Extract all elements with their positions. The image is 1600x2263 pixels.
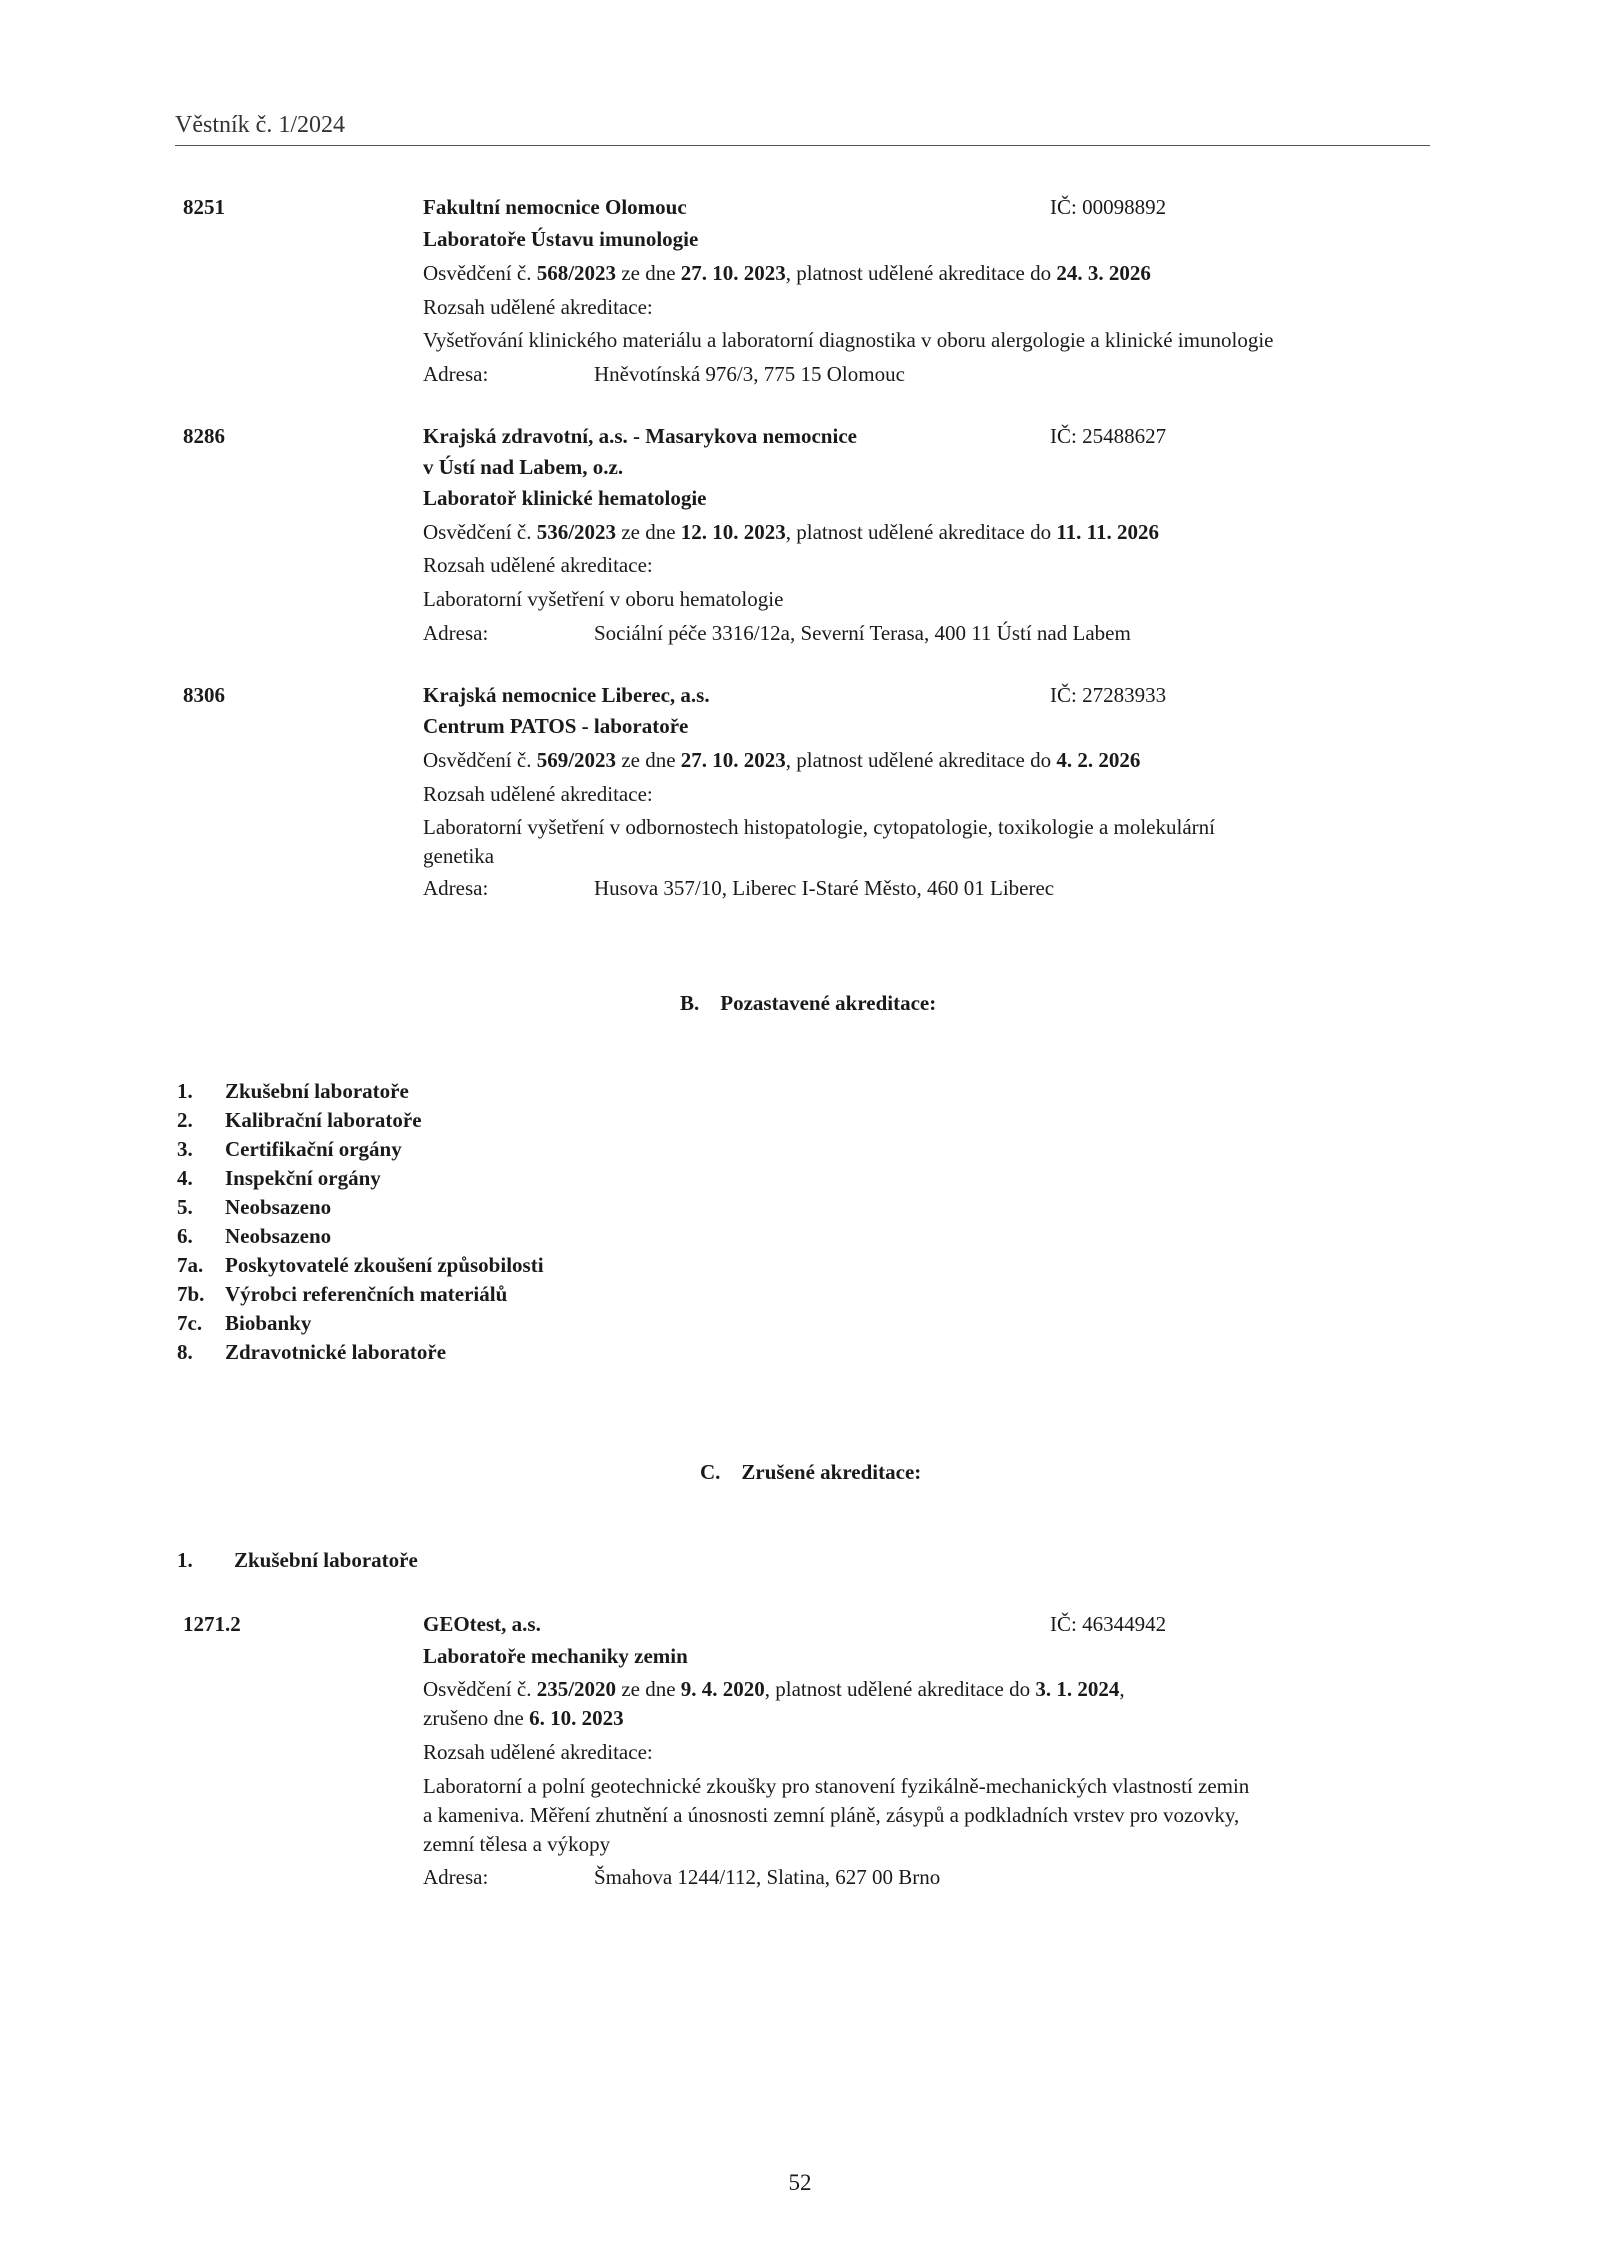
scope-label: Rozsah udělené akreditace:	[423, 553, 653, 577]
lab-name: Centrum PATOS - laboratoře	[423, 714, 689, 738]
page-number: 52	[788, 2170, 812, 2195]
certificate-line: Osvědčení č. 569/2023 ze dne 27. 10. 2023, platnost udělené akreditace do 4. 2. 2026	[423, 748, 1141, 772]
address-text: Husova 357/10, Liberec I-Staré Město, 460 01 Liberec	[594, 876, 1055, 900]
lab-name: Laboratoře mechaniky zemin	[423, 1644, 688, 1668]
address-label: Adresa:	[423, 876, 489, 900]
section-c-subheading: 1. Zkušební laboratoře	[177, 1548, 418, 1572]
section-c-heading: C. Zrušené akreditace:	[700, 1460, 922, 1484]
scope-text-line2: a kameniva. Měření zhutnění a únosnosti zemní pláně, zásypů a podkladních vrstev pro vozovky,	[423, 1803, 1240, 1827]
list-item: 3. Certifikační orgány	[177, 1137, 402, 1161]
certificate-line: Osvědčení č. 568/2023 ze dne 27. 10. 2023, platnost udělené akreditace do 24. 3. 2026	[423, 261, 1151, 285]
list-item: 7a. Poskytovatelé zkoušení způsobilosti	[177, 1253, 544, 1277]
address-label: Adresa:	[423, 1865, 489, 1889]
scope-text: Vyšetřování klinického materiálu a laboratorní diagnostika v oboru alergologie a klinické imunologie	[423, 328, 1274, 352]
entry-number: 8306	[183, 683, 225, 707]
entry-number: 8251	[183, 195, 225, 219]
ic-number: IČ: 46344942	[1050, 1612, 1167, 1636]
scope-text-line1: Laboratorní vyšetření v odbornostech histopatologie, cytopatologie, toxikologie a molekulární	[423, 815, 1215, 839]
scope-text-line2: genetika	[423, 844, 495, 868]
ic-number: IČ: 27283933	[1050, 683, 1167, 707]
ic-number: IČ: 25488627	[1050, 424, 1167, 448]
scope-text-line3: zemní tělesa a výkopy	[423, 1832, 611, 1856]
lab-name: Laboratoře Ústavu imunologie	[423, 227, 699, 251]
address-text: Sociální péče 3316/12a, Severní Terasa, 400 11 Ústí nad Labem	[594, 621, 1131, 645]
scope-text-line1: Laboratorní a polní geotechnické zkoušky pro stanovení fyzikálně-mechanických vlastností zemin	[423, 1774, 1250, 1798]
cancelled-line: zrušeno dne 6. 10. 2023	[423, 1706, 624, 1730]
org-name-line2: v Ústí nad Labem, o.z.	[423, 455, 624, 479]
address-text: Šmahova 1244/112, Slatina, 627 00 Brno	[594, 1865, 941, 1889]
list-item: 7c. Biobanky	[177, 1311, 312, 1335]
org-name: Krajská nemocnice Liberec, a.s.	[423, 683, 710, 707]
lab-name: Laboratoř klinické hematologie	[423, 486, 707, 510]
address-label: Adresa:	[423, 621, 489, 645]
entry-number: 1271.2	[183, 1612, 241, 1636]
list-item: 6. Neobsazeno	[177, 1224, 332, 1248]
org-name: GEOtest, a.s.	[423, 1612, 541, 1636]
scope-label: Rozsah udělené akreditace:	[423, 295, 653, 319]
list-item: 2. Kalibrační laboratoře	[177, 1108, 422, 1132]
ic-number: IČ: 00098892	[1050, 195, 1167, 219]
org-name: Krajská zdravotní, a.s. - Masarykova nemocnice	[423, 424, 857, 448]
address-label: Adresa:	[423, 362, 489, 386]
entry-number: 8286	[183, 424, 225, 448]
scope-label: Rozsah udělené akreditace:	[423, 1740, 653, 1764]
certificate-line: Osvědčení č. 235/2020 ze dne 9. 4. 2020, platnost udělené akreditace do 3. 1. 2024,	[423, 1677, 1125, 1701]
list-item: 4. Inspekční orgány	[177, 1166, 381, 1190]
list-item: 8. Zdravotnické laboratoře	[177, 1340, 447, 1364]
scope-label: Rozsah udělené akreditace:	[423, 782, 653, 806]
header-rule	[175, 145, 1430, 146]
list-item: 5. Neobsazeno	[177, 1195, 332, 1219]
list-item: 7b. Výrobci referenčních materiálů	[177, 1282, 508, 1306]
page-header-title: Věstník č. 1/2024	[175, 112, 345, 138]
section-b-heading: B. Pozastavené akreditace:	[680, 991, 937, 1015]
scope-text: Laboratorní vyšetření v oboru hematologie	[423, 587, 784, 611]
address-text: Hněvotínská 976/3, 775 15 Olomouc	[594, 362, 905, 386]
certificate-line: Osvědčení č. 536/2023 ze dne 12. 10. 2023, platnost udělené akreditace do 11. 11. 2026	[423, 520, 1160, 544]
org-name: Fakultní nemocnice Olomouc	[423, 195, 687, 219]
list-item: 1. Zkušební laboratoře	[177, 1079, 409, 1103]
